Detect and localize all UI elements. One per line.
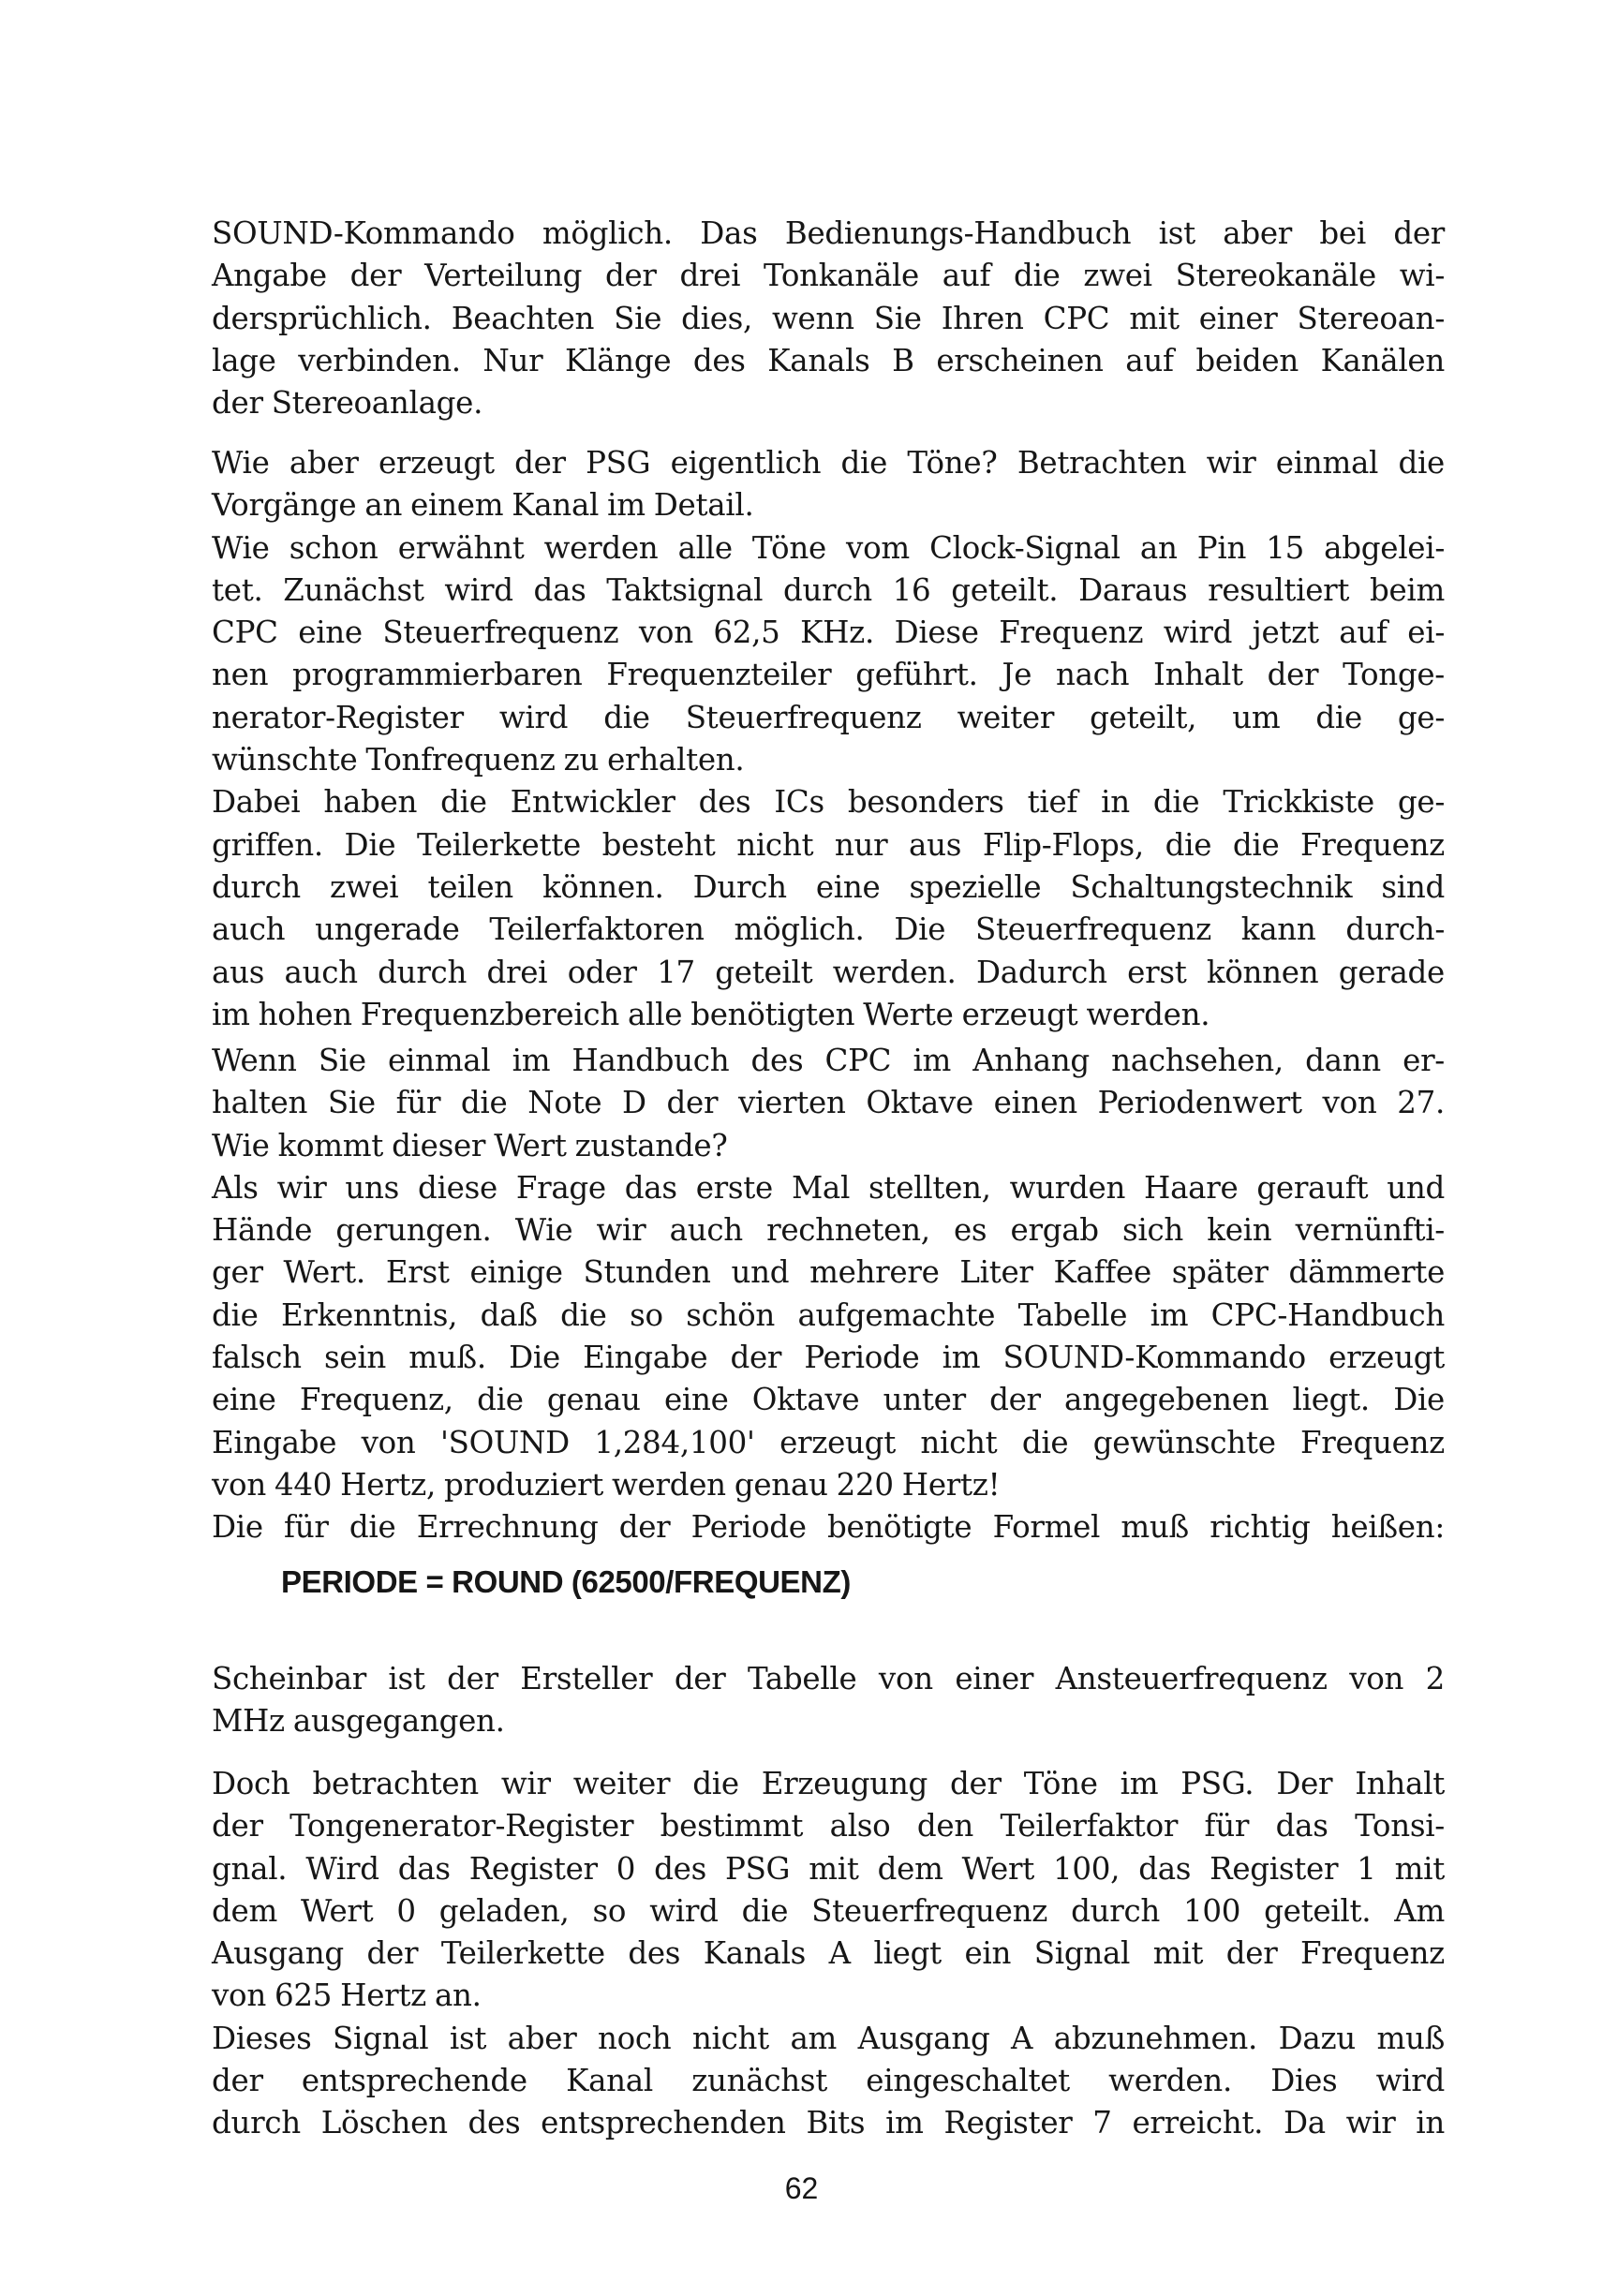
text-line: Scheinbar ist der Ersteller der Tabelle von einer Ansteuerfrequenz von 2 <box>212 1661 1445 1696</box>
text-line: Dabei haben die Entwickler des ICs besonders tief in die Trickkiste ge- <box>212 784 1445 821</box>
text-line: SOUND-Kommando möglich. Das Bedienungs-Handbuch ist aber bei der <box>212 215 1445 251</box>
text-line: lage verbinden. Nur Klänge des Kanals B erscheinen auf beiden Kanälen <box>212 342 1445 378</box>
paragraph-1 <box>212 213 1445 424</box>
text-line: aus auch durch drei oder 17 geteilt werden. Dadurch erst können gerade <box>212 954 1445 990</box>
text-line: MHz ausgegangen. <box>212 1703 505 1740</box>
text-line: Als wir uns diese Frage das erste Mal stellten, wurden Haare gerauft und <box>212 1169 1445 1206</box>
text-line: der Tongenerator-Register bestimmt also den Teilerfaktor für das Tonsi- <box>212 1808 1445 1844</box>
text-line: halten Sie für die Note D der vierten Oktave einen Periodenwert von 27. <box>212 1085 1445 1121</box>
text-line: auch ungerade Teilerfaktoren möglich. Die Steuerfrequenz kann durch- <box>212 911 1445 948</box>
text-line: nerator-Register wird die Steuerfrequenz weiter geteilt, um die ge- <box>212 699 1445 735</box>
text-line: Dieses Signal ist aber noch nicht am Ausgang A abzunehmen. Dazu muß <box>212 2020 1445 2056</box>
paragraph-5 <box>212 1763 1445 2145</box>
text-line: wünschte Tonfrequenz zu erhalten. <box>212 742 745 778</box>
text-line: Wie kommt dieser Wert zustande? <box>212 1127 728 1163</box>
text-line: Die für die Errechnung der Periode benötigte Formel muß richtig heißen: <box>212 1509 1445 1546</box>
text-line: die Erkenntnis, daß die so schön aufgemachte Tabelle im CPC-Handbuch <box>212 1296 1445 1333</box>
text-line: der Stereoanlage. <box>212 385 483 422</box>
text-line: im hohen Frequenzbereich alle benötigten Werte erzeugt werden. <box>212 996 1210 1032</box>
text-line: tet. Zunächst wird das Taktsignal durch 16 geteilt. Daraus resultiert beim <box>212 571 1445 608</box>
paragraph-2 <box>212 442 1445 1036</box>
formula: PERIODE = ROUND (62500/FREQUENZ) <box>281 1564 851 1599</box>
text-line: eine Frequenz, die genau eine Oktave unter der angegebenen liegt. Die <box>212 1382 1445 1418</box>
text-line: durch zwei teilen können. Durch eine spezielle Schaltungstechnik sind <box>212 868 1445 905</box>
text-line: CPC eine Steuerfrequenz von 62,5 KHz. Diese Frequenz wird jetzt auf ei- <box>212 615 1445 651</box>
text-line: dem Wert 0 geladen, so wird die Steuerfrequenz durch 100 geteilt. Am <box>212 1892 1445 1929</box>
text-line: griffen. Die Teilerkette besteht nicht nur aus Flip-Flops, die die Frequenz <box>212 826 1445 863</box>
text-line: von 440 Hertz, produziert werden genau 220 Hertz! <box>212 1466 1001 1503</box>
text-line: falsch sein muß. Die Eingabe der Periode im SOUND-Kommando erzeugt <box>212 1340 1445 1376</box>
text-line: Wie aber erzeugt der PSG eigentlich die Töne? Betrachten wir einmal die <box>212 445 1445 481</box>
text-line: Doch betrachten wir weiter die Erzeugung der Töne im PSG. Der Inhalt <box>212 1766 1445 1801</box>
text-line: Ausgang der Teilerkette des Kanals A liegt ein Signal mit der Frequenz <box>212 1935 1445 1972</box>
paragraph-3 <box>212 1040 1445 1549</box>
text-line: Wenn Sie einmal im Handbuch des CPC im Anhang nachsehen, dann er- <box>212 1043 1445 1078</box>
text-line: nen programmierbaren Frequenzteiler geführt. Je nach Inhalt der Tonge- <box>212 657 1445 693</box>
page-number: 62 <box>784 2171 819 2205</box>
text-line: ger Wert. Erst einige Stunden und mehrere Liter Kaffee später dämmerte <box>212 1254 1445 1291</box>
text-line: der entsprechende Kanal zunächst eingeschaltet werden. Dies wird <box>212 2063 1445 2099</box>
text-line: Hände gerungen. Wie wir auch rechneten, es ergab sich kein vernünfti- <box>212 1212 1445 1249</box>
text-line: durch Löschen des entsprechenden Bits im Register 7 erreicht. Da wir in <box>212 2105 1445 2141</box>
text-line: von 625 Hertz an. <box>212 1978 482 2014</box>
text-line: Vorgänge an einem Kanal im Detail. <box>212 487 754 524</box>
text-line: gnal. Wird das Register 0 des PSG mit dem Wert 100, das Register 1 mit <box>212 1850 1445 1887</box>
text-line: Angabe der Verteilung der drei Tonkanäle auf die zwei Stereokanäle wi- <box>212 258 1445 294</box>
text-line: Eingabe von 'SOUND 1,284,100' erzeugt nicht die gewünschte Frequenz <box>212 1424 1445 1460</box>
text-line: dersprüchlich. Beachten Sie dies, wenn Sie Ihren CPC mit einer Stereoan- <box>212 300 1445 336</box>
paragraph-4 <box>212 1658 1445 1743</box>
text-line: Wie schon erwähnt werden alle Töne vom Clock-Signal an Pin 15 abgelei- <box>212 529 1445 566</box>
